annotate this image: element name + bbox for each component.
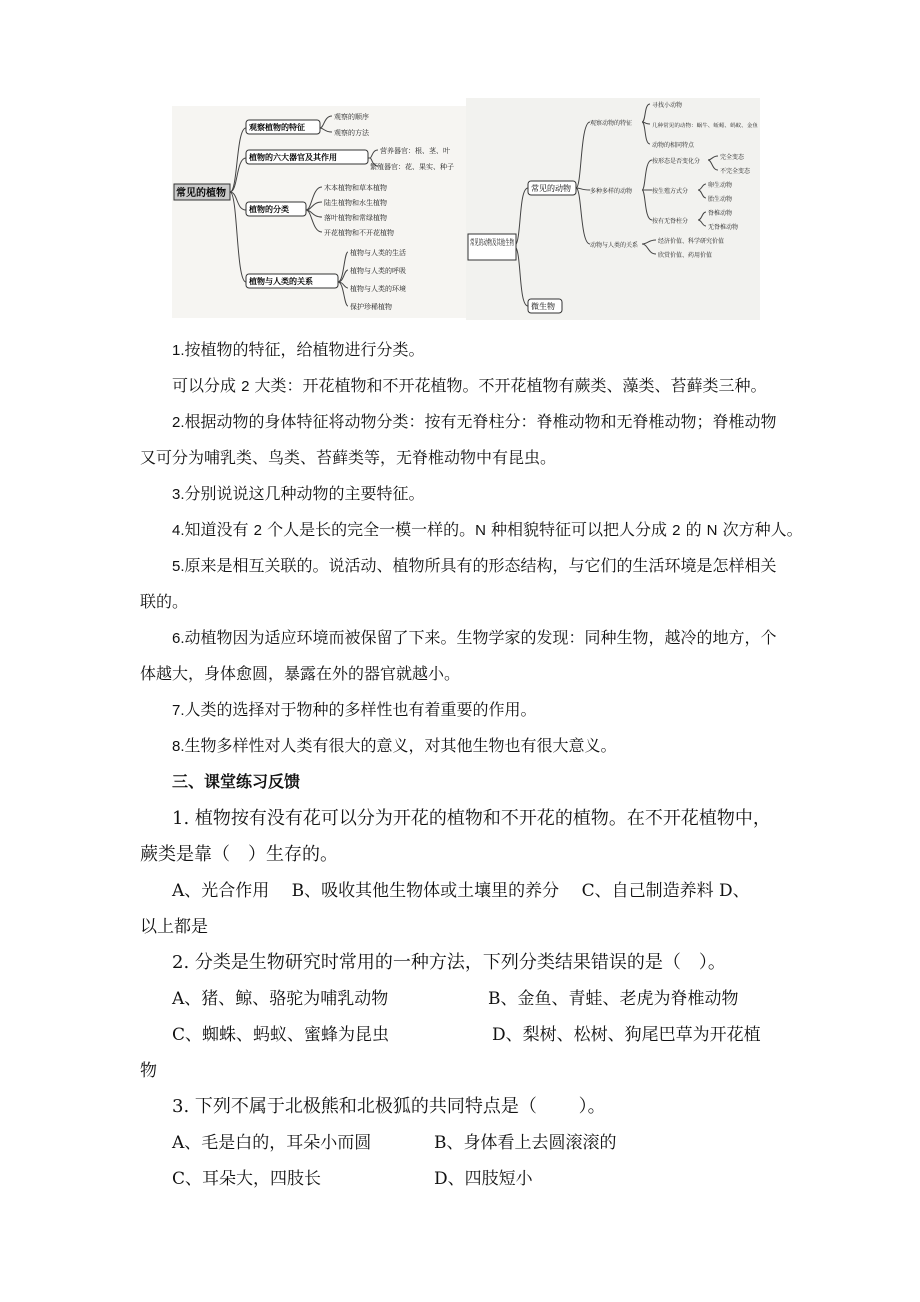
point-number: 1.	[172, 342, 185, 359]
text-fragment: 次方种人。	[722, 520, 803, 539]
question-3: 3. 下列不属于北极熊和北极狐的共同特点是（ ）。	[172, 1096, 606, 1117]
point-number: 3.	[172, 486, 185, 503]
text-fragment: 可以分成	[172, 376, 237, 395]
animals-root-label: 常见的动物及其他生物	[470, 238, 550, 247]
point-number: 5.	[172, 558, 185, 575]
point-8	[172, 736, 617, 757]
point-7	[172, 700, 537, 721]
plants-leaf: 植物与人类的呼吸	[350, 267, 406, 275]
point-6-line-2: 体越大，身体愈圆，暴露在外的器官就越小。	[140, 664, 461, 683]
text-fragment: 大类：开花植物和不开花植物。不开花植物有蕨类、藻类、苔藓类三种。	[254, 376, 767, 395]
point-number: 2.	[172, 414, 185, 431]
point-2-line-2: 又可分为哺乳类、鸟类、苔藓类等，无脊椎动物中有昆虫。	[140, 448, 557, 467]
text-fragment: 种相貌特征可以把人分成	[491, 520, 668, 539]
mind-map-svg	[172, 98, 760, 320]
question-2-option-a: A、猪、鲸、骆驼为哺乳动物	[172, 989, 389, 1009]
point-5-line-1	[172, 556, 777, 577]
point-1-detail	[172, 376, 767, 397]
animals-leaf: 完全变态	[720, 154, 745, 161]
point-2-line-1	[172, 412, 777, 433]
plants-branch-label: 植物的分类	[249, 205, 289, 214]
question-1-line-1: 1. 植物按有没有花可以分为开花的植物和不开花的植物。在不开花植物中，	[172, 808, 771, 829]
point-text: 原来是相互关联的。说活动、植物所具有的形态结构，与它们的生活环境是怎样相关	[184, 556, 777, 575]
point-number: 8.	[172, 738, 185, 755]
plants-leaf: 陆生植物和水生植物	[324, 199, 387, 207]
point-3	[172, 484, 425, 505]
animals-sub: 多种多样的动物	[590, 188, 633, 195]
point-text: 动植物因为适应环境而被保留了下来。生物学家的发现：同种生物，越冷的地方，个	[184, 628, 777, 647]
plants-leaf: 木本植物和草本植物	[324, 184, 387, 192]
point-text: 人类的选择对于物种的多样性也有着重要的作用。	[184, 700, 537, 719]
text-fragment: 个人是长的完全一模一样的。	[267, 520, 476, 539]
animals-leaf: 按形态是否变化分	[652, 158, 701, 165]
plants-leaf: 观察的方法	[334, 129, 369, 137]
plants-leaf: 落叶植物和常绿植物	[324, 214, 387, 222]
question-2-option-c: C、蜘蛛、蚂蚁、蜜蜂为昆虫	[172, 1025, 390, 1045]
plants-leaf: 营养器官：根、茎、叶	[380, 147, 450, 155]
point-1	[172, 340, 425, 361]
animals-leaf: 几种常见的动物：蜗牛、蚯蚓、蚂蚁、金鱼	[652, 123, 748, 129]
point-number: 6.	[172, 630, 185, 647]
number-fragment: 2	[253, 522, 262, 539]
question-3-option-d: D、四肢短小	[434, 1169, 533, 1189]
point-text: 按植物的特征，给植物进行分类。	[184, 340, 425, 359]
animals-sub: 观察动物的特征	[590, 120, 633, 127]
plants-leaf: 保护珍稀植物	[350, 303, 392, 311]
text-fragment: 知道没有	[184, 520, 249, 539]
section-heading: 三、课堂练习反馈	[172, 772, 301, 791]
point-4	[172, 520, 803, 541]
animals-leaf: 卵生动物	[708, 182, 733, 189]
animals-sub: 动物与人类的关系	[590, 242, 639, 249]
plants-leaf: 植物与人类的生活	[350, 249, 406, 257]
plants-leaf: 开花植物和不开花植物	[324, 229, 394, 237]
animals-leaf: 欣赏价值、药用价值	[658, 252, 713, 259]
question-1-options-cont: 以上都是	[140, 917, 208, 937]
animals-leaf: 不完全变态	[720, 168, 751, 175]
point-text: 根据动物的身体特征将动物分类：按有无脊柱分：脊椎动物和无脊椎动物；脊椎动物	[184, 412, 777, 431]
animals-leaf: 经济价值、科学研究价值	[658, 238, 725, 245]
point-text: 分别说说这几种动物的主要特征。	[184, 484, 425, 503]
plants-branch-label: 植物与人类的关系	[249, 277, 313, 286]
plants-leaf: 植物与人类的环境	[350, 285, 406, 293]
animals-leaf: 寻找小动物	[652, 102, 683, 109]
point-text: 生物多样性对人类有很大的意义，对其他生物也有很大意义。	[184, 736, 617, 755]
text-fragment: 的	[685, 520, 702, 539]
animals-branch-label: 常见的动物	[531, 184, 571, 193]
question-2-option-b: B、金鱼、青蛙、老虎为脊椎动物	[488, 989, 739, 1009]
animals-leaf: 胎生动物	[708, 196, 733, 203]
question-2: 2. 分类是生物研究时常用的一种方法，下列分类结果错误的是（ ）。	[172, 952, 726, 973]
question-3-option-c: C、耳朵大，四肢长	[172, 1169, 322, 1189]
question-3-option-a: A、毛是白的，耳朵小而圆	[172, 1133, 372, 1153]
point-6-line-1	[172, 628, 777, 649]
animals-leaf: 动物的相同特点	[652, 142, 695, 149]
plants-root-label: 常见的植物	[176, 188, 226, 199]
plants-leaf: 繁殖器官：花、果实、种子	[370, 163, 454, 171]
question-1-line-2: 蕨类是靠（ ）生存的。	[140, 844, 338, 865]
number-fragment: 2	[241, 378, 250, 395]
animals-branch-label: 微生物	[531, 302, 555, 311]
animals-leaf: 无脊椎动物	[708, 224, 739, 231]
plants-branch-label: 植物的六大器官及其作用	[249, 153, 337, 162]
animals-leaf: 按有无脊柱分	[652, 218, 689, 225]
question-3-option-b: B、身体看上去圆滚滚的	[434, 1133, 617, 1153]
plants-leaf: 观察的顺序	[334, 113, 369, 121]
question-1-options: A、光合作用 B、吸收其他生物体或土壤里的养分 C、自己制造养料 D、	[172, 881, 750, 901]
number-fragment: 2	[672, 522, 681, 539]
number-fragment: N	[706, 522, 718, 539]
point-number: 7.	[172, 702, 185, 719]
point-number: 4.	[172, 522, 185, 539]
point-5-line-2: 联的。	[140, 592, 189, 611]
number-fragment: N	[475, 522, 486, 539]
animals-map-background	[466, 98, 760, 320]
animals-leaf: 按生殖方式分	[652, 188, 689, 195]
plants-branch-label: 观察植物的特征	[249, 123, 305, 132]
question-2-option-d: D、梨树、松树、狗尾巴草为开花植	[492, 1025, 761, 1045]
mind-map-figure	[172, 98, 760, 320]
question-2-option-d-cont: 物	[140, 1061, 157, 1081]
animals-leaf: 脊椎动物	[708, 210, 733, 217]
